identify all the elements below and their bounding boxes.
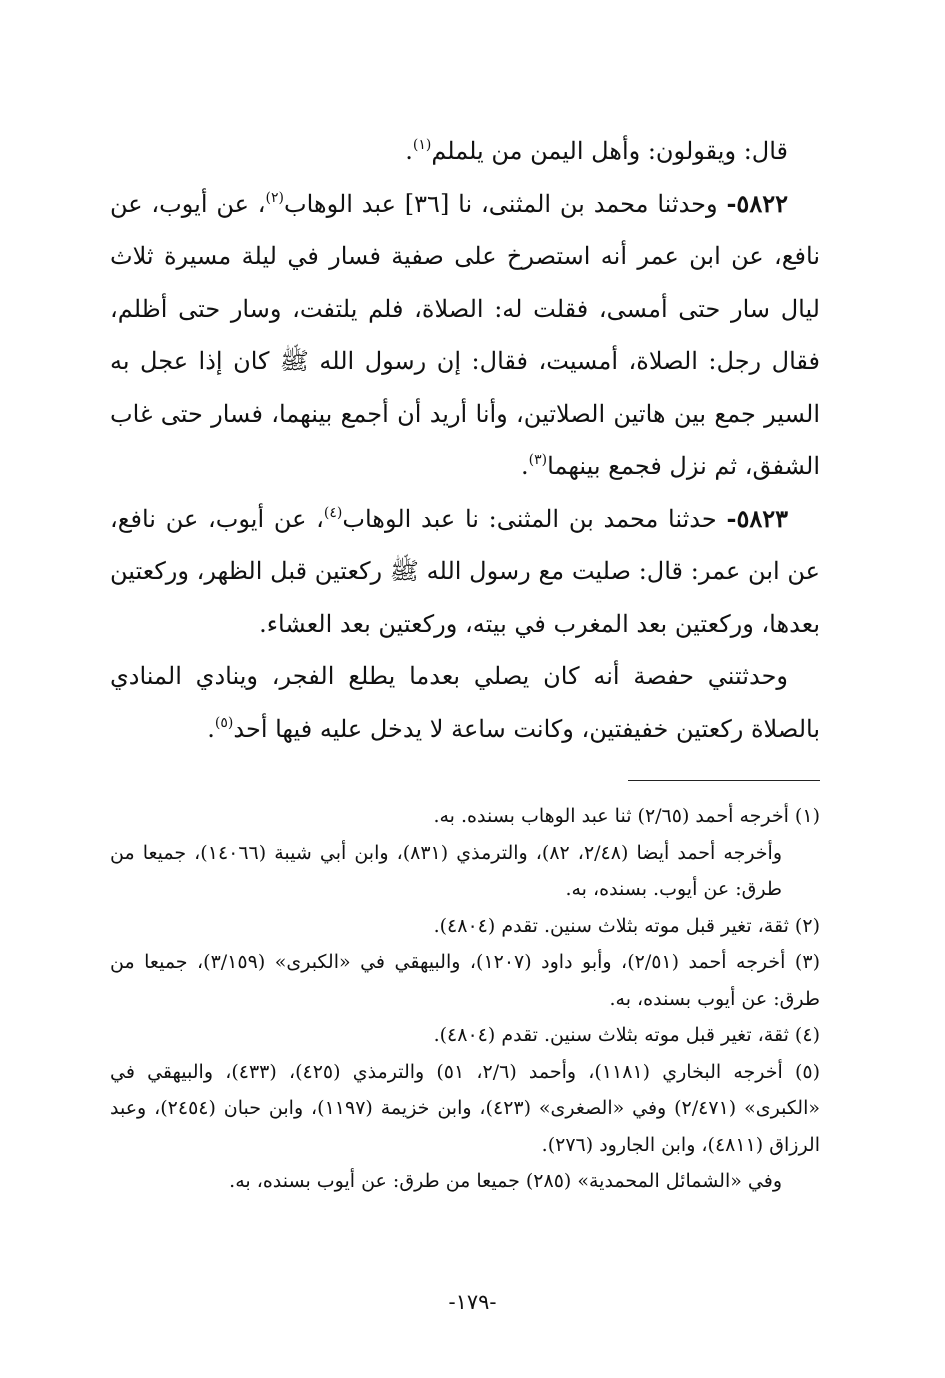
main-text bbox=[110, 125, 820, 755]
hadith-number-5822: ٥٨٢٢- bbox=[726, 188, 788, 218]
footnote-ref-5[interactable]: (٥) bbox=[214, 714, 234, 731]
footnote-4: (٤) ثقة، تغير قبل موته بثلاث سنين. تقدم (٤٨٠٤). bbox=[433, 1024, 820, 1046]
hadith-5822-end: . bbox=[521, 452, 529, 480]
footnote-1: (١) أخرجه أحمد (٢/٦٥) ثنا عبد الوهاب بسنده. به. bbox=[433, 805, 820, 827]
hafsa-end: . bbox=[207, 714, 215, 743]
footnote-5-continued: وفي «الشمائل المحمدية» (٢٨٥) جميعا من طرق: عن أيوب بسنده، به. bbox=[229, 1170, 782, 1192]
hafsa-paragraph bbox=[110, 650, 820, 755]
intro-text: قال: ويقولون: وأهل اليمن من يلملم bbox=[431, 137, 788, 165]
footnotes bbox=[110, 798, 820, 1200]
hadith-5822-text-2: ، عن أيوب، عن نافع، عن ابن عمر أنه استصرخ على صفية فسار في ليلة مسيرة ثلاث ليال سار حتى أمسى، فقلت له: الصلاة، فلم يلتفت، وسار حتى أظلم، فقال رجل: الصلاة، أمسيت، فقال: إن رسول الله ﷺ كان إذا عجل به السير جمع بين هاتين الصلاتين، وأنا أريد أن أجمع بينهما، فسار حتى غاب الشفق، ثم نزل فجمع بينهما bbox=[110, 189, 820, 480]
hadith-5823-text-2: ، عن أيوب، عن نافع، عن ابن عمر: قال: صليت مع رسول الله ﷺ ركعتين قبل الظهر، وركعتين بعدها، وركعتين بعد المغرب في بيته، وركعتين بعد العشاء. bbox=[110, 504, 820, 638]
footnote-ref-4[interactable]: (٤) bbox=[323, 504, 343, 521]
hadith-number-5823: ٥٨٢٣- bbox=[726, 503, 788, 533]
footnote-ref-2[interactable]: (٢) bbox=[265, 189, 284, 206]
hadith-5823-text-1: حدثنا محمد بن المثنى: نا عبد الوهاب bbox=[342, 504, 717, 533]
page-number: -١٧٩- bbox=[448, 1290, 497, 1314]
footnote-ref-1[interactable]: (١) bbox=[412, 137, 432, 153]
footnote-ref-3[interactable]: (٣) bbox=[528, 452, 548, 468]
hadith-5822 bbox=[110, 178, 820, 493]
hafsa-text: وحدثتني حفصة أنه كان يصلي بعدما يطلع الفجر، وينادي المنادي بالصلاة ركعتين خفيفتين، وكانت ساعة لا يدخل عليه فيها أحد bbox=[110, 662, 820, 743]
footnote-2: (٢) ثقة، تغير قبل موته بثلاث سنين. تقدم (٤٨٠٤). bbox=[433, 914, 820, 937]
footnote-separator bbox=[628, 780, 820, 781]
hadith-5823 bbox=[110, 493, 820, 651]
footnote-5: (٥) أخرجه البخاري (١١٨١)، وأحمد (٢/٦، ٥١) والترمذي (٤٢٥)، (٤٣٣)، والبيهقي في «الكبرى» (٢/٤٧١) وفي «الصغرى» (٤٢٣)، وابن خزيمة (١١٩٧)، وابن حبان (٢٤٥٤)، وعبد الرزاق (٤٨١١)، وابن الجارود (٢٧٦). bbox=[110, 1060, 820, 1156]
footnote-3: (٣) أخرجه أحمد (٢/٥١)، وأبو داود (١٢٠٧)، والبيهقي في «الكبرى» (٣/١٥٩)، جميعا من طرق: عن أيوب بسنده، به. bbox=[110, 951, 820, 1010]
footnote-1-continued: وأخرجه أحمد أيضا (٢/٤٨، ٨٢)، والترمذي (٨٣١)، وابن أبي شيبة (١٤٠٦٦)، جميعا من طرق: عن أيوب. بسنده، به. bbox=[110, 841, 782, 900]
hadith-5822-text-1: وحدثنا محمد بن المثنى، نا [٣٦] عبد الوهاب bbox=[284, 189, 718, 218]
intro-paragraph: قال: ويقولون: وأهل اليمن من يلملم$^{(١)}$. bbox=[405, 137, 788, 165]
